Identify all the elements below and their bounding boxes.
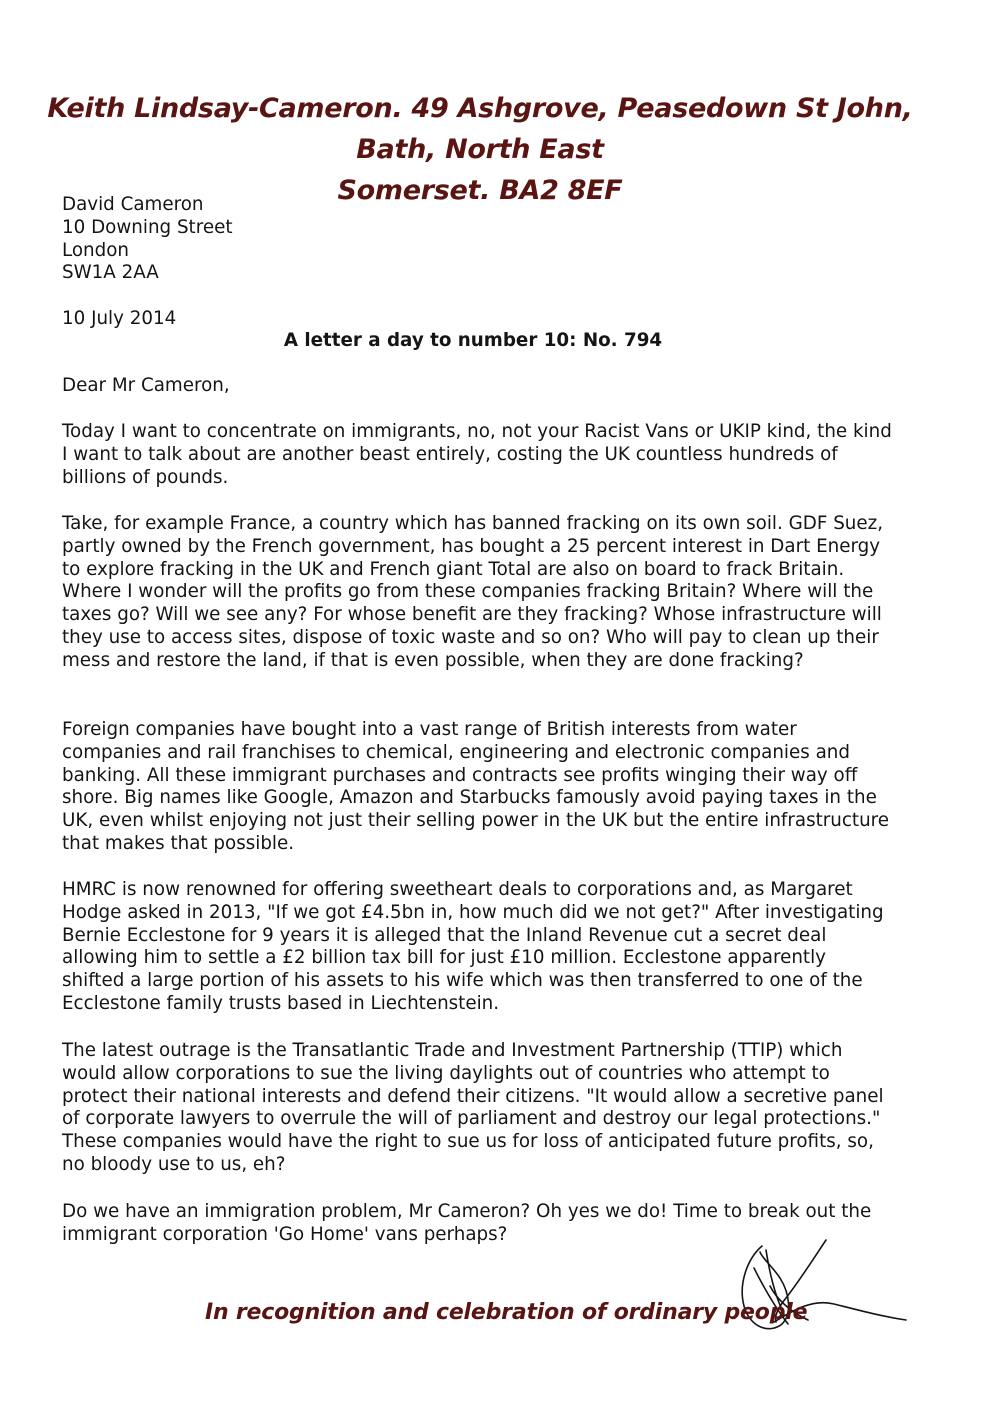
recipient-street: 10 Downing Street bbox=[62, 216, 233, 238]
letter-date: 10 July 2014 bbox=[62, 308, 177, 329]
paragraph: Do we have an immigration problem, Mr Cameron? Oh yes we do! Time to break out the immigrant corporation 'Go Home' vans perhaps? bbox=[62, 1201, 872, 1245]
recipient-address bbox=[62, 194, 233, 285]
paragraph: Today I want to concentrate on immigrants, no, not your Racist Vans or UKIP kind, the kind I want to talk about are another beast entirely, costing the UK countless hundreds of billions of pounds. bbox=[62, 421, 892, 488]
paragraph: Take, for example France, a country which has banned fracking on its own soil. GDF Suez, partly owned by the French government, has bought a 25 percent interest in Dart Energy to explore fracking in the UK and French giant Total are also on board to frack Britain. Where I wonder will the profits go from these companies fracking Britain? Where will the taxes go? Will we see any? For whose benefit are they fracking? Whose infrastructure will they use to access sites, dispose of toxic waste and so on? Who will pay to clean up their mess and restore the land, if that is even possible, when they are done fracking? bbox=[62, 513, 884, 671]
recipient-city: London bbox=[62, 239, 130, 261]
paragraph: HMRC is now renowned for offering sweetheart deals to corporations and, as Margaret Hodge asked in 2013, "If we got £4.5bn in, how much did we not get?" After investigating Bernie Ecclestone for 9 years it is alleged that the Inland Revenue cut a secret deal allowing him to settle a £2 billion tax bill for just £10 million. Ecclestone apparently shifted a large portion of his assets to his wife which was then transferred to one of the Ecclestone family trusts based in Liechtenstein. bbox=[62, 879, 884, 1014]
recipient-postcode: SW1A 2AA bbox=[62, 262, 159, 284]
recipient-name: David Cameron bbox=[62, 194, 204, 215]
salutation: Dear Mr Cameron, bbox=[62, 375, 230, 396]
letterhead bbox=[40, 88, 920, 211]
letter-subject: A letter a day to number 10: No. 794 bbox=[283, 330, 663, 351]
letterhead-line-1: Keith Lindsay-Cameron. 49 Ashgrove, Peasedown St John, Bath, North East bbox=[47, 93, 913, 165]
handwritten-signature bbox=[730, 1228, 930, 1348]
footer-tagline: In recognition and celebration of ordinary people bbox=[205, 1300, 808, 1325]
letterhead-line-2: Somerset. BA2 8EF bbox=[337, 175, 623, 206]
paragraph: Foreign companies have bought into a vast range of British interests from water companies and rail franchises to chemical, engineering and electronic companies and banking. All these immigrant purchases and contracts see profits winging their way off shore. Big names like Google, Amazon and Starbucks famously avoid paying taxes in the UK, even whilst enjoying not just their selling power in the UK but the entire infrastructure that makes that possible. bbox=[62, 719, 890, 854]
paragraph: The latest outrage is the Transatlantic Trade and Investment Partnership (TTIP) which would allow corporations to sue the living daylights out of countries who attempt to protect their national interests and defend their citizens. "It would allow a secretive panel of corporate lawyers to overrule the will of parliament and destroy our legal protections." These companies would have the right to sue us for loss of anticipated future profits, so, no bloody use to us, eh? bbox=[62, 1040, 884, 1175]
